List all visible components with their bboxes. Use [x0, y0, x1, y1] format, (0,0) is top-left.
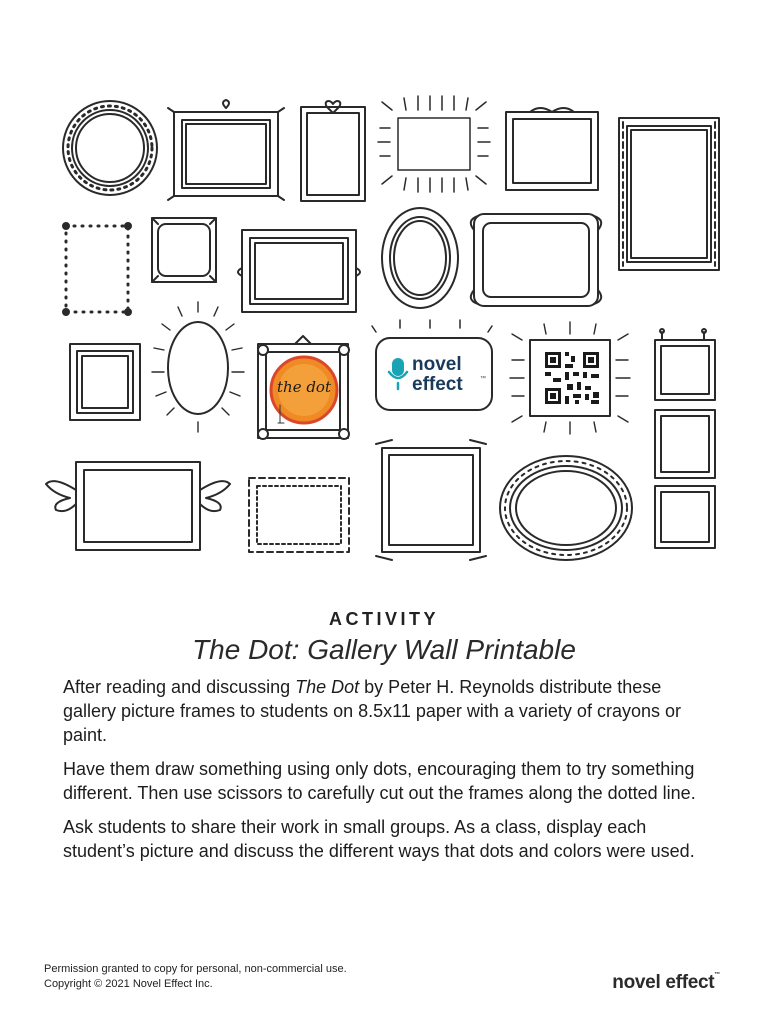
- frame-oval-ornate: [382, 208, 458, 308]
- book-cover-title: the dot: [277, 378, 331, 396]
- paragraph-3: Ask students to share their work in small groups. As a class, display each student’s picture and discuss the different ways that dots and colors were used.: [63, 817, 695, 861]
- footer-brand-name: novel effect: [612, 972, 715, 993]
- frame-top-ornament: [506, 108, 598, 190]
- paragraph-2: Have them draw something using only dots, encouraging them to try something different. Then use scissors to carefully cut out the frames along the dotted line.: [63, 759, 696, 803]
- logo-mark: ™: [480, 376, 486, 382]
- frame-qr-burst: [510, 322, 630, 434]
- paragraph-1-post: by Peter H. Reynolds distribute these gallery picture frames to students on 8.5x11 paper with a variety of crayons or paint.: [63, 677, 681, 745]
- book-title: The Dot: [295, 677, 360, 697]
- frame-ornate-square: [168, 100, 284, 200]
- activity-body: [63, 675, 713, 873]
- frame-oval-baroque: [500, 456, 632, 560]
- frame-burst-rectangle: [378, 96, 490, 192]
- frame-tall-heart: [301, 101, 365, 201]
- novel-effect-logo: [389, 354, 486, 395]
- book-cover-image: [271, 357, 337, 423]
- footer-brand-logo: [612, 972, 720, 994]
- frame-stack: [655, 329, 715, 548]
- frame-dashed-rect: [249, 478, 349, 552]
- paragraph-1-pre: After reading and discussing: [63, 677, 296, 697]
- frame-round-ornate: [63, 101, 157, 195]
- frame-dotted-corners: [63, 223, 131, 315]
- footer-brand-mark: ™: [714, 972, 720, 978]
- microphone-icon: [389, 358, 407, 389]
- paragraph-1: [63, 675, 713, 747]
- frame-small-square: [70, 344, 140, 420]
- qr-code-icon: [545, 352, 599, 404]
- permission-text: Permission granted to copy for personal, non-commercial use.: [44, 963, 347, 975]
- footer-note: [44, 962, 347, 992]
- activity-title: The Dot: Gallery Wall Printable: [192, 634, 576, 665]
- frame-classic-wide: [238, 230, 360, 312]
- frame-oval-burst: [152, 302, 244, 432]
- activity-eyebrow: ACTIVITY: [328, 609, 439, 629]
- logo-line1: novel: [412, 354, 462, 375]
- frame-tall-right: [619, 118, 719, 270]
- frame-rounded-square: [152, 218, 216, 282]
- logo-line2: effect: [412, 374, 463, 395]
- copyright-text: Copyright © 2021 Novel Effect Inc.: [44, 978, 213, 990]
- frame-scroll-wide: [471, 214, 601, 306]
- frame-taped: [376, 440, 486, 560]
- frame-winged: [46, 462, 230, 550]
